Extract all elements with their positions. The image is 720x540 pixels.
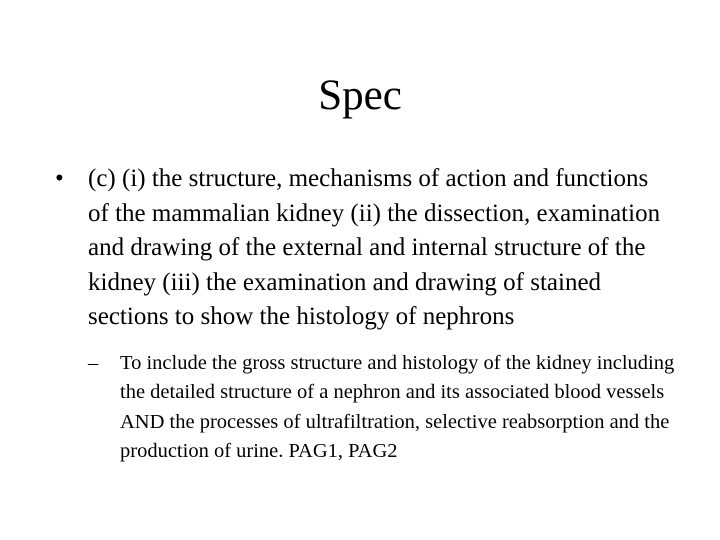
sub-bullet-marker: – (88, 351, 99, 374)
slide-title: Spec (318, 72, 402, 119)
bullet-item (55, 162, 675, 467)
bullet-list (55, 162, 675, 467)
bullet-marker: • (55, 165, 64, 192)
sub-bullet-item (88, 349, 675, 467)
sub-bullet-text: To include the gross structure and histology of the kidney including the detailed structure of a nephron and its associated blood vessels AND the processes of ultrafiltration, selective reabsorption and the production of urine. PAG1, PAG2 (120, 351, 675, 462)
bullet-text: (c) (i) the structure, mechanisms of action and functions of the mammalian kidney (ii) the dissection, examination and drawing of the external and internal structure of the kidney (iii) the examination and drawing of stained sections to show the histology of nephrons (88, 165, 661, 330)
sub-bullet-list (88, 349, 675, 467)
